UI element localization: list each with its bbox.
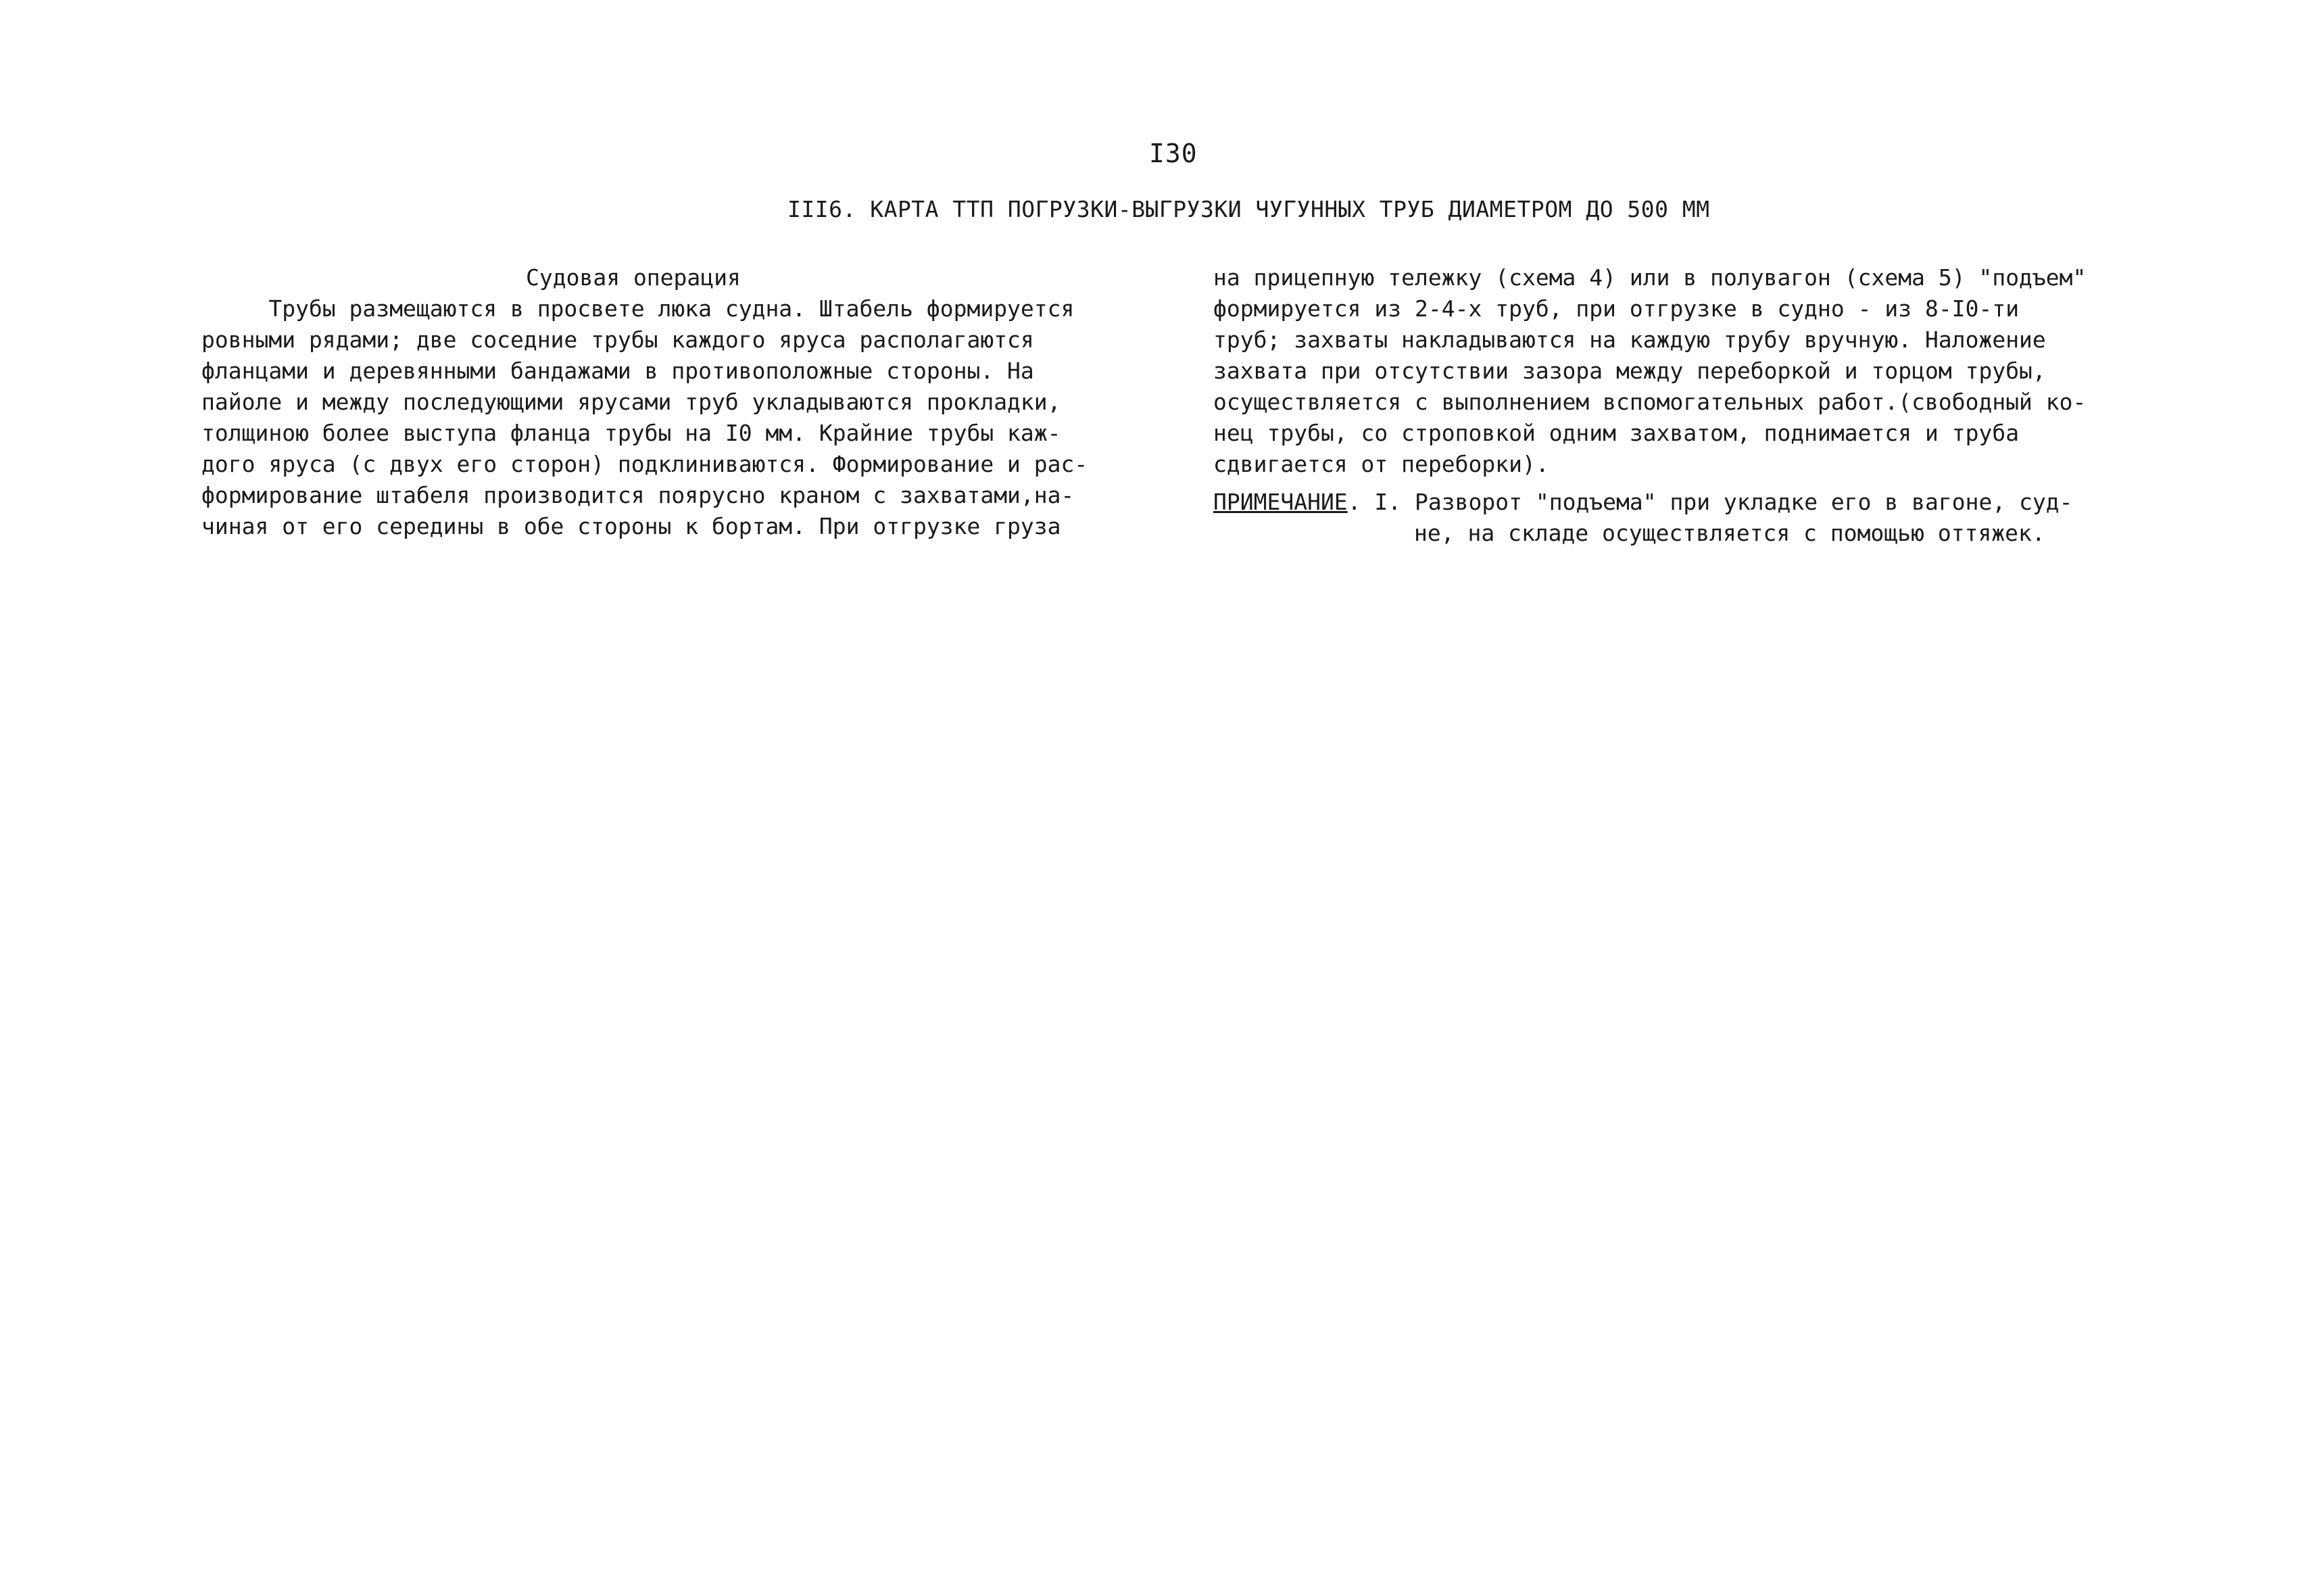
page-title: III6. КАРТА ТТП ПОГРУЗКИ-ВЫГРУЗКИ ЧУГУННЫХ ТРУБ ДИАМЕТРОМ ДО 500 ММ xyxy=(787,196,1710,222)
text-line: захвата при отсутствии зазора между переборкой и торцом трубы, xyxy=(1213,358,2046,384)
page-number: I30 xyxy=(1149,139,1198,168)
text-line: чиная от его середины в обе стороны к бортам. При отгрузке груза xyxy=(201,513,1061,539)
text-line: пайоле и между последующими ярусами труб укладываются прокладки, xyxy=(201,389,1061,415)
text-line: труб; захваты накладываются на каждую трубу вручную. Наложение xyxy=(1213,327,2046,353)
note-continuation: не, на складе осуществляется с помощью оттяжек. xyxy=(1414,520,2045,546)
text-line: Трубы размещаются в просвете люка судна. Штабель формируется xyxy=(201,295,1075,322)
text-line: нец трубы, со строповкой одним захватом, поднимается и труба xyxy=(1213,420,2020,446)
text-line: толщиною более выступа фланца трубы на I0 мм. Крайние трубы каж- xyxy=(201,420,1061,446)
text-line: сдвигается от переборки). xyxy=(1213,451,1549,477)
text-line: осуществляется с выполнением вспомогательных работ.(свободный ко- xyxy=(1213,389,2087,415)
section-heading: Судовая операция xyxy=(526,264,741,291)
note-label: ПРИМЕЧАНИЕ xyxy=(1213,489,1348,515)
right-column xyxy=(1213,262,2086,549)
text-line: формирование штабеля производится поярусно краном с захватами,на- xyxy=(201,482,1075,508)
text-line: фланцами и деревянными бандажами в противоположные стороны. На xyxy=(201,358,1034,384)
text-line: ровными рядами; две соседние трубы каждого яруса располагаются xyxy=(201,327,1034,353)
text-line: на прицепную тележку (схема 4) или в полувагон (схема 5) "подъем" xyxy=(1213,264,2087,291)
note-block xyxy=(1213,487,2086,549)
text-line: дого яруса (с двух его сторон) подклиниваются. Формирование и рас- xyxy=(201,451,1088,477)
left-column xyxy=(201,262,1088,542)
text-line: формируется из 2-4-х труб, при отгрузке в судно - из 8-I0-ти xyxy=(1213,295,2020,322)
note-text: . I. Разворот "подъема" при укладке его в вагоне, суд- xyxy=(1347,489,2073,515)
note-first-line xyxy=(1213,487,2086,518)
